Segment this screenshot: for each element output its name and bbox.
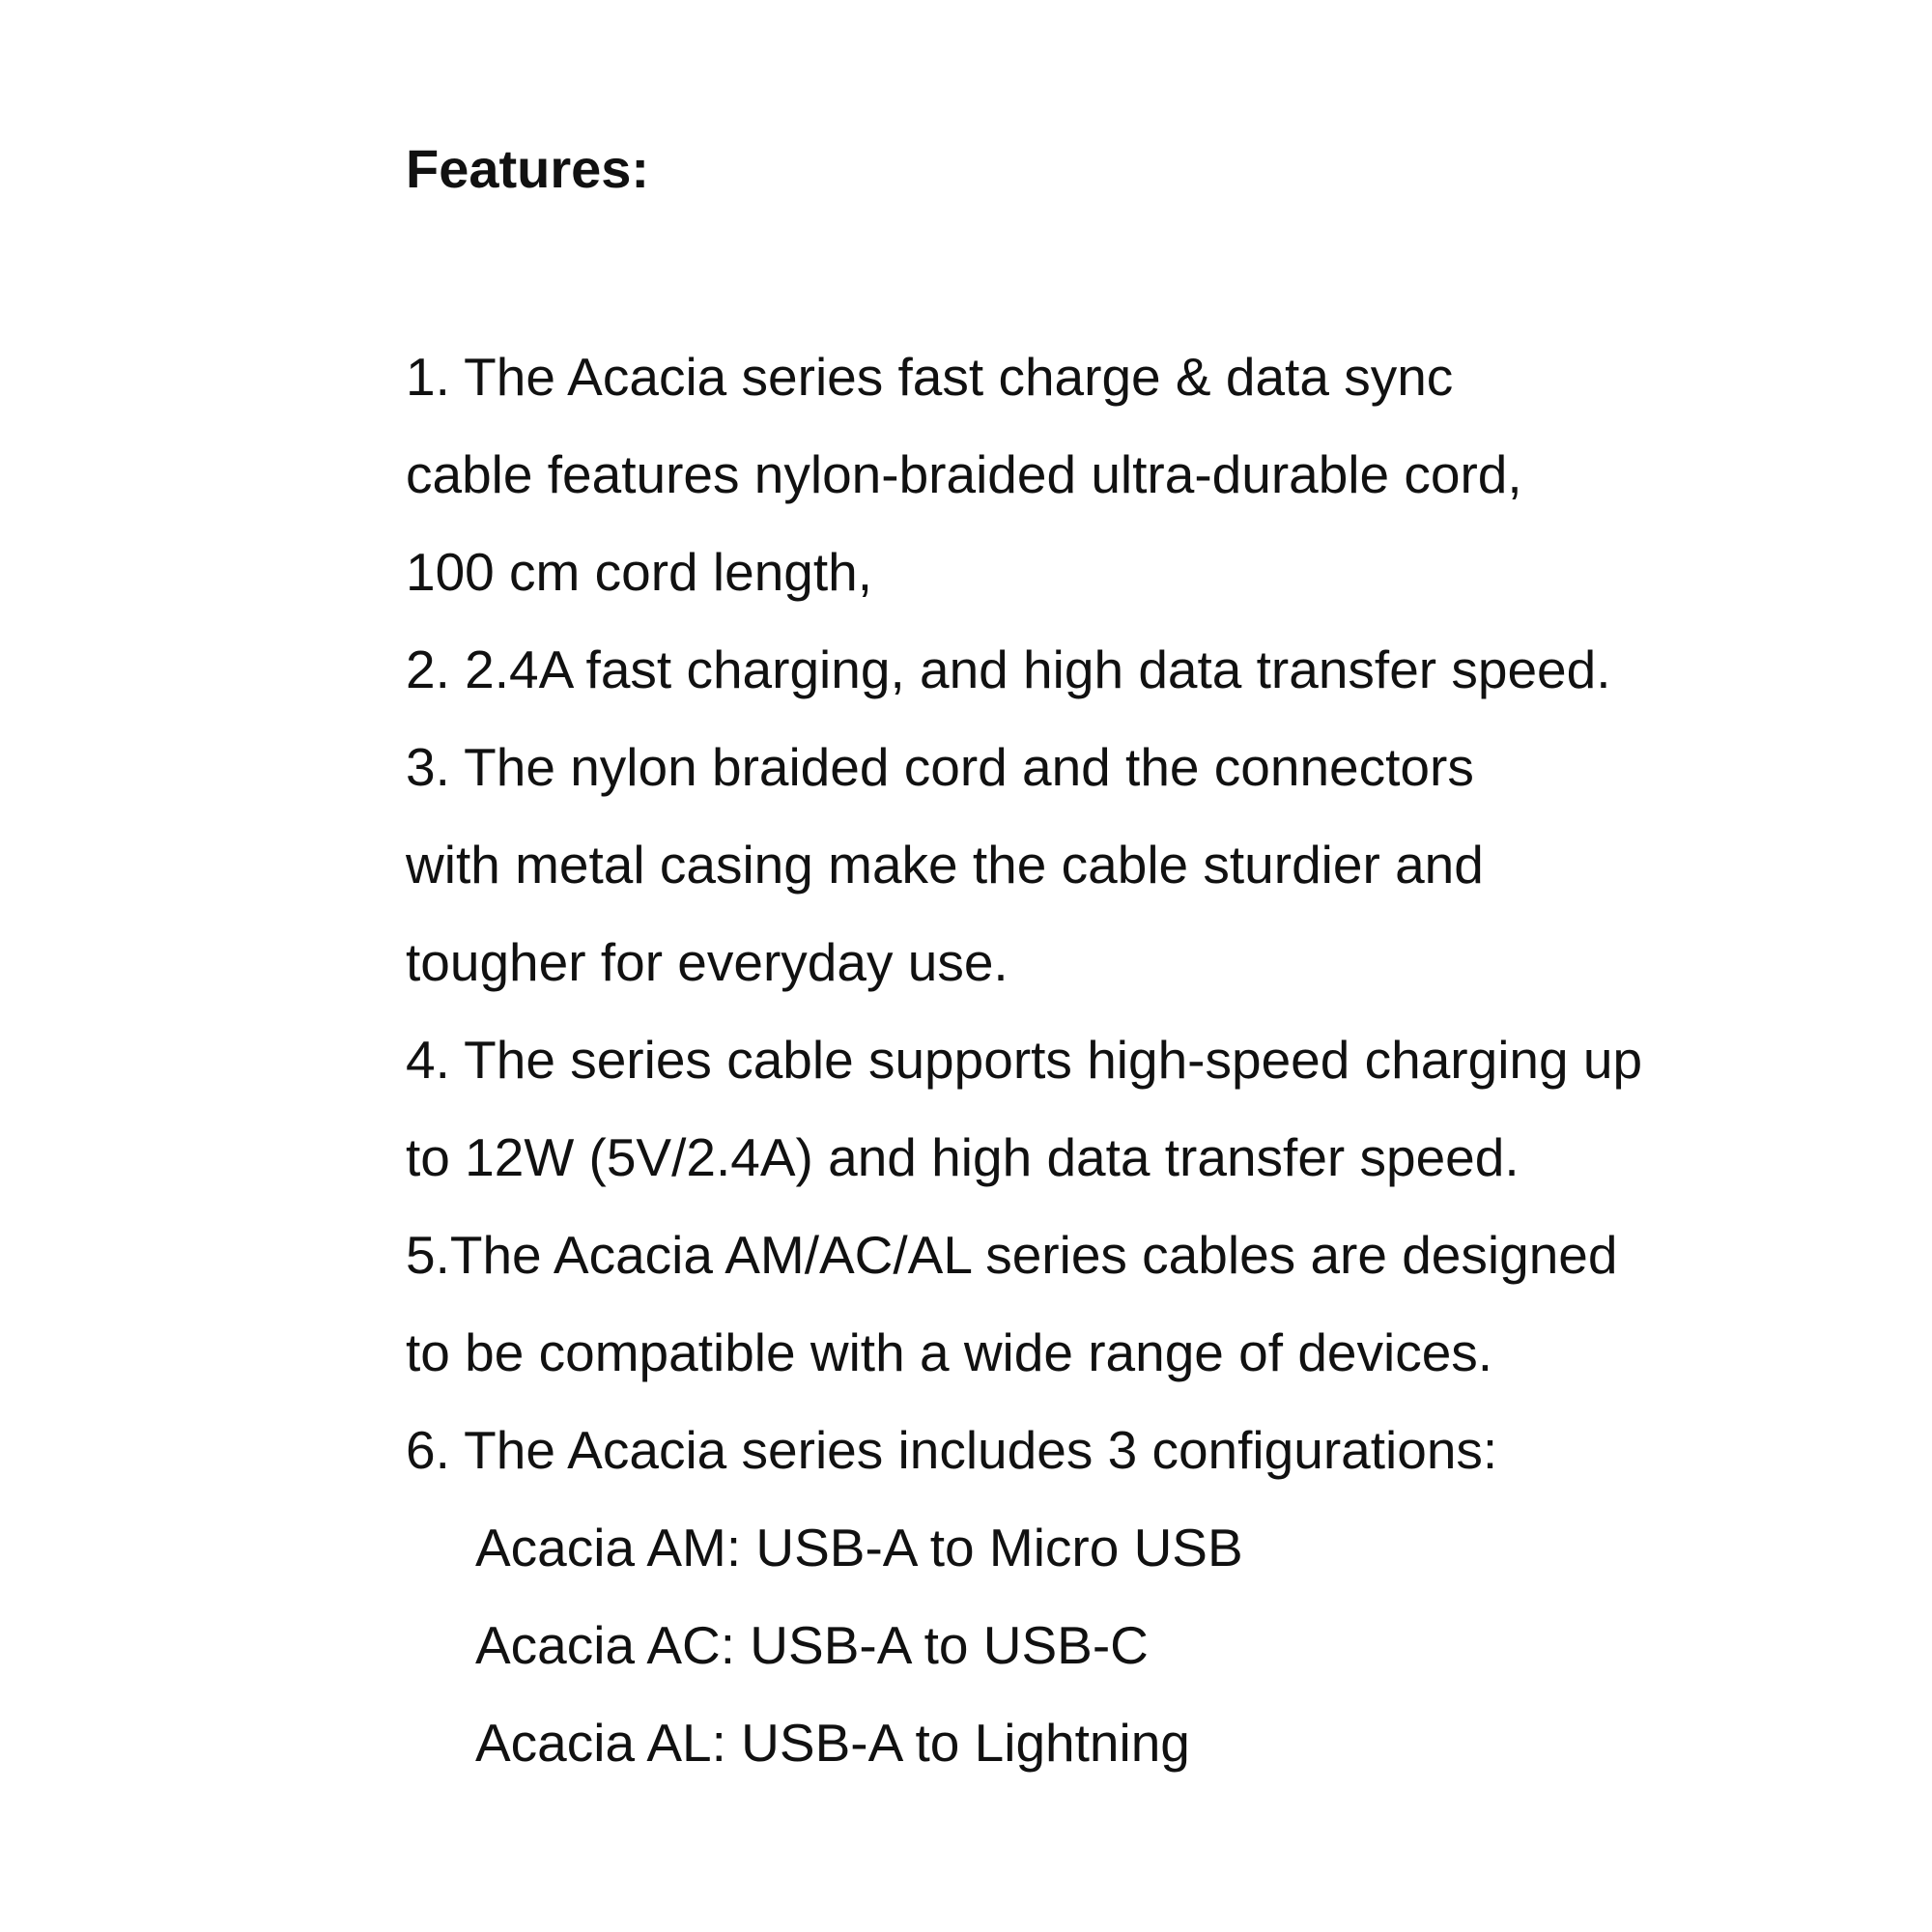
feature-5-line-1: 5.The Acacia AM/AC/AL series cables are designed (406, 1225, 1618, 1285)
configuration-am: Acacia AM: USB-A to Micro USB (475, 1518, 1243, 1577)
feature-6-line-1: 6. The Acacia series includes 3 configurations: (406, 1420, 1498, 1480)
feature-1-line-2: cable features nylon-braided ultra-durable cord, (406, 444, 1522, 504)
configuration-ac: Acacia AC: USB-A to USB-C (475, 1615, 1149, 1675)
features-list (406, 328, 1758, 1792)
feature-1-line-3: 100 cm cord length, (406, 542, 873, 602)
feature-4-line-1: 4. The series cable supports high-speed charging up (406, 1030, 1643, 1090)
feature-5-line-2: to be compatible with a wide range of devices. (406, 1322, 1493, 1382)
feature-3-line-3: tougher for everyday use. (406, 932, 1009, 992)
feature-2-line-1: 2. 2.4A fast charging, and high data transfer speed. (406, 639, 1611, 699)
feature-1-line-1: 1. The Acacia series fast charge & data sync (406, 347, 1454, 407)
configuration-al: Acacia AL: USB-A to Lightning (475, 1713, 1190, 1773)
feature-4-line-2: to 12W (5V/2.4A) and high data transfer speed. (406, 1127, 1520, 1187)
features-heading: Features: (406, 138, 650, 199)
feature-3-line-2: with metal casing make the cable sturdier and (406, 835, 1484, 895)
feature-3-line-1: 3. The nylon braided cord and the connectors (406, 737, 1474, 797)
